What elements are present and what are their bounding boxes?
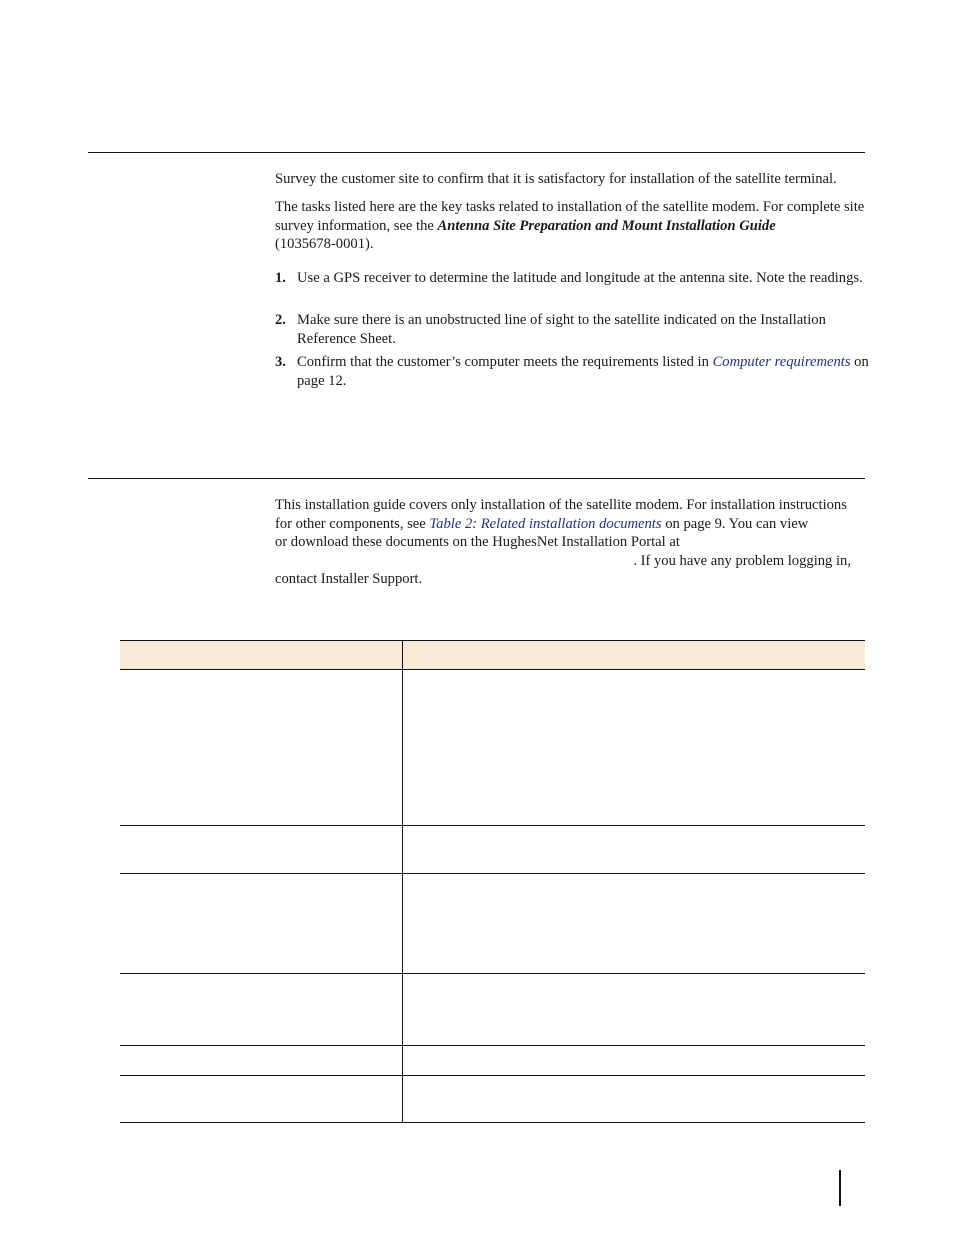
- related-docs-line: or download these documents on the HughesNet Installation Portal at: [275, 534, 680, 551]
- guide-number: (1035678-0001).: [275, 236, 374, 253]
- step-1: [275, 269, 869, 288]
- related-docs-text: for other components, see: [275, 515, 430, 532]
- computer-requirements-link[interactable]: Computer requirements: [712, 354, 851, 370]
- step-text: Make sure there is an unobstructed line of sight to the satellite indicated on the Installation Reference Sheet.: [297, 312, 826, 347]
- table-cell: [120, 974, 403, 1046]
- step-text: Use a GPS receiver to determine the latitude and longitude at the antenna site. Note the readings.: [297, 270, 863, 286]
- table-row: [120, 1046, 865, 1076]
- step-text: [297, 353, 869, 390]
- table-cell: [403, 1076, 866, 1123]
- table-row: [120, 874, 865, 974]
- step-number: 3.: [275, 354, 286, 370]
- table-header-cell: [403, 641, 866, 670]
- table-cell: [403, 826, 866, 874]
- table-cell: [403, 874, 866, 974]
- step-text-part: on page 12.: [297, 354, 869, 389]
- related-documents-table: [120, 640, 865, 1123]
- table-cell: [120, 1046, 403, 1076]
- step-text-part: Confirm that the customer’s computer meets the requirements listed in: [297, 354, 713, 370]
- page-number-bar: [839, 1170, 841, 1206]
- related-docs-paragraph: [275, 496, 869, 589]
- related-docs-line: [275, 515, 869, 534]
- table-cell: [120, 1076, 403, 1123]
- table-row: [120, 670, 865, 826]
- table-header-cell: [120, 641, 403, 670]
- table-cell: [403, 974, 866, 1046]
- table-cell: [120, 670, 403, 826]
- step-3: [275, 353, 869, 390]
- table-cell: [120, 826, 403, 874]
- table-row: [120, 1076, 865, 1123]
- related-docs-text: on page 9. You can view: [661, 515, 809, 532]
- related-docs-line: This installation guide covers only installation of the satellite modem. For installation instructions: [275, 497, 847, 513]
- table-header-row: [120, 641, 865, 670]
- section-divider-top: [88, 152, 865, 153]
- related-documents-table-link[interactable]: Table 2: Related installation documents: [429, 515, 662, 532]
- table-row: [120, 826, 865, 874]
- related-docs-line: contact Installer Support.: [275, 571, 423, 588]
- step-number: 2.: [275, 312, 286, 328]
- step-number: 1.: [275, 270, 286, 286]
- related-docs-line: . If you have any problem logging in,: [633, 552, 851, 569]
- tasks-text: The tasks listed here are the key tasks related to installation of the satellite modem. For complete site survey information, see the: [275, 199, 865, 234]
- table-cell: [403, 1046, 866, 1076]
- table-cell: [120, 874, 403, 974]
- section-divider-related-docs: [88, 478, 865, 479]
- table-cell: [403, 670, 866, 826]
- guide-title: Antenna Site Preparation and Mount Installation Guide: [437, 217, 776, 234]
- site-survey-intro: Survey the customer site to confirm that it is satisfactory for installation of the satellite terminal.: [275, 171, 837, 187]
- table-row: [120, 974, 865, 1046]
- step-2: [275, 311, 869, 348]
- site-survey-tasks-paragraph: [275, 198, 869, 254]
